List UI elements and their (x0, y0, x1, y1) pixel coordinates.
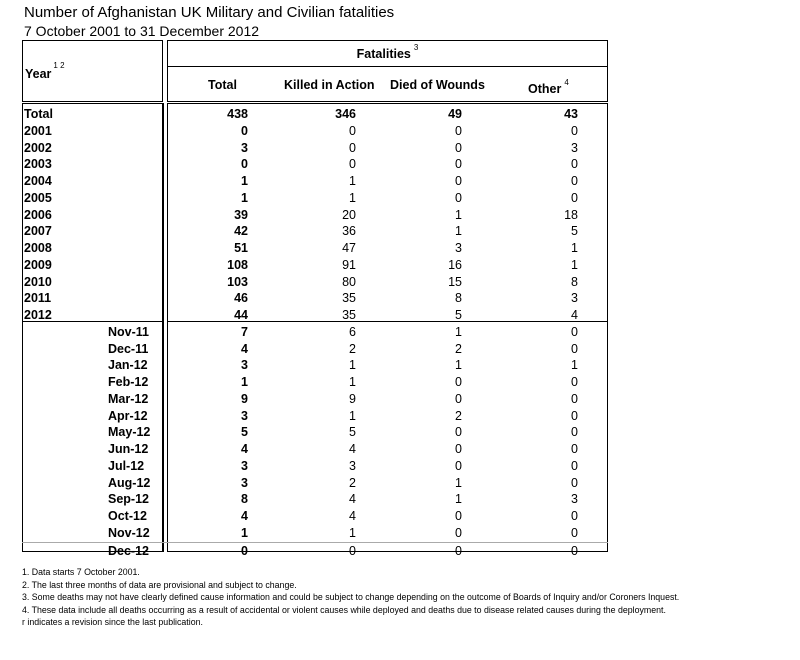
row-label: 2008 (24, 241, 52, 255)
table-row (22, 458, 608, 475)
died-of-wounds-cell: 5 (455, 308, 462, 322)
died-of-wounds-cell: 1 (455, 358, 462, 373)
other-cell: 0 (571, 543, 578, 558)
killed-in-action-cell: 36 (342, 224, 356, 239)
total-cell: 1 (241, 174, 248, 188)
table-row (22, 324, 608, 341)
other-cell: 8 (571, 274, 578, 289)
table-row (22, 341, 608, 358)
killed-in-action-cell: 2 (349, 341, 356, 356)
row-label: 2012 (24, 308, 52, 322)
total-cell: 1 (241, 190, 248, 205)
table-row (22, 257, 608, 274)
table-row (22, 173, 608, 190)
total-cell: 438 (227, 107, 248, 121)
killed-in-action-cell: 80 (342, 274, 356, 289)
other-cell: 1 (571, 358, 578, 373)
total-cell: 44 (234, 308, 248, 322)
died-of-wounds-cell: 0 (455, 425, 462, 440)
column-header-died-of-wounds: Died of Wounds (390, 78, 485, 92)
other-cell: 0 (571, 408, 578, 423)
table-row (22, 357, 608, 374)
other-cell: 0 (571, 391, 578, 406)
other-cell: 0 (571, 123, 578, 138)
killed-in-action-cell: 91 (342, 257, 356, 272)
table-row (22, 374, 608, 391)
other-cell: 5 (571, 224, 578, 239)
other-cell: 0 (571, 509, 578, 523)
total-cell: 4 (241, 341, 248, 356)
killed-in-action-cell: 1 (349, 358, 356, 373)
died-of-wounds-cell: 0 (455, 123, 462, 138)
column-header-killed-in-action: Killed in Action (284, 78, 375, 92)
total-cell: 5 (241, 425, 248, 440)
table-row (22, 207, 608, 224)
table-row (22, 475, 608, 492)
table-row (22, 190, 608, 207)
total-cell: 3 (241, 408, 248, 423)
died-of-wounds-cell: 2 (455, 341, 462, 356)
row-label: 2010 (24, 274, 52, 289)
other-cell: 18 (564, 207, 578, 222)
total-cell: 108 (227, 257, 248, 272)
row-label: 2009 (24, 257, 52, 272)
killed-in-action-cell: 1 (349, 525, 356, 540)
row-label: Jan-12 (108, 358, 148, 373)
table-rows (22, 106, 608, 559)
total-cell: 46 (234, 291, 248, 306)
died-of-wounds-cell: 0 (455, 375, 462, 389)
table-row (22, 240, 608, 257)
total-cell: 7 (241, 324, 248, 339)
died-of-wounds-cell: 2 (455, 408, 462, 423)
table-row (22, 391, 608, 408)
killed-in-action-cell: 4 (349, 509, 356, 523)
died-of-wounds-cell: 0 (455, 458, 462, 473)
table-row (22, 123, 608, 140)
total-cell: 3 (241, 140, 248, 155)
footnotes (22, 567, 792, 630)
total-cell: 9 (241, 391, 248, 406)
row-label: 2005 (24, 190, 52, 205)
row-label: 2003 (24, 157, 52, 172)
row-label: 2006 (24, 207, 52, 222)
fatalities-header: Fatalities $^3$ (356, 43, 419, 62)
died-of-wounds-cell: 1 (455, 224, 462, 239)
killed-in-action-cell: 4 (349, 442, 356, 456)
died-of-wounds-cell: 0 (455, 174, 462, 188)
row-label: 2011 (24, 291, 52, 306)
other-cell: 0 (571, 375, 578, 389)
row-label: 2002 (24, 140, 52, 155)
footnote-revision: r indicates a revision since the last publication. (22, 617, 203, 627)
row-label: Feb-12 (108, 375, 149, 389)
other-cell: 3 (571, 492, 578, 507)
total-cell: 0 (241, 543, 248, 558)
other-cell: 0 (571, 458, 578, 473)
column-header-total: Total (208, 78, 237, 92)
row-label: Nov-11 (108, 324, 149, 339)
killed-in-action-cell: 3 (349, 458, 356, 473)
year-footnote-ref: 1 2 (53, 61, 65, 70)
total-cell: 3 (241, 475, 248, 490)
total-cell: 3 (241, 358, 248, 373)
footnote-2: 2. The last three months of data are provisional and subject to change. (22, 579, 297, 590)
died-of-wounds-cell: 1 (455, 207, 462, 222)
table-row (22, 156, 608, 173)
row-label: Total (24, 107, 53, 121)
other-cell: 1 (571, 241, 578, 255)
total-cell: 51 (234, 241, 248, 255)
row-label: 2001 (24, 123, 52, 138)
killed-in-action-cell: 2 (349, 475, 356, 490)
killed-in-action-cell: 4 (349, 492, 356, 507)
died-of-wounds-cell: 0 (455, 190, 462, 205)
killed-in-action-cell: 20 (342, 207, 356, 222)
table-row (22, 424, 608, 441)
header-divider (168, 66, 607, 67)
year-header: Year$^{1 2}$ (25, 61, 65, 82)
died-of-wounds-cell: 1 (455, 475, 462, 490)
other-cell: 1 (571, 257, 578, 272)
killed-in-action-cell: 0 (349, 140, 356, 155)
killed-in-action-cell: 1 (349, 174, 356, 188)
other-cell: 0 (571, 324, 578, 339)
table-row (22, 508, 608, 525)
died-of-wounds-cell: 3 (455, 241, 462, 255)
other-cell: 3 (571, 291, 578, 306)
row-label: May-12 (108, 425, 151, 440)
died-of-wounds-cell: 16 (448, 257, 462, 272)
table-row (22, 140, 608, 157)
other-cell: 3 (571, 140, 578, 155)
table-row (22, 491, 608, 508)
total-cell: 0 (241, 157, 248, 172)
died-of-wounds-cell: 1 (455, 492, 462, 507)
died-of-wounds-cell: 0 (455, 140, 462, 155)
died-of-wounds-cell: 0 (455, 525, 462, 540)
other-cell: 43 (564, 107, 578, 121)
row-label: Dec-11 (108, 341, 149, 356)
died-of-wounds-cell: 15 (448, 274, 462, 289)
died-of-wounds-cell: 0 (455, 509, 462, 523)
row-label: Apr-12 (108, 408, 148, 423)
total-cell: 8 (241, 492, 248, 507)
total-cell: 1 (241, 525, 248, 540)
other-cell: 0 (571, 525, 578, 540)
row-label: Dec-12 (108, 543, 149, 558)
other-cell: 0 (571, 442, 578, 456)
page-title: Number of Afghanistan UK Military and Civilian fatalities (24, 4, 395, 21)
table-row (22, 223, 608, 240)
killed-in-action-cell: 346 (335, 107, 356, 121)
fatalities-footnote-ref: 3 (413, 43, 419, 52)
died-of-wounds-cell: 1 (455, 324, 462, 339)
other-cell: 0 (571, 190, 578, 205)
total-cell: 103 (227, 274, 248, 289)
row-label: Oct-12 (108, 509, 147, 523)
row-label: Aug-12 (108, 475, 151, 490)
table-row (22, 542, 608, 560)
page-subtitle: 7 October 2001 to 31 December 2012 (24, 23, 260, 39)
killed-in-action-cell: 1 (349, 408, 356, 423)
row-label: Sep-12 (108, 492, 149, 507)
other-cell: 0 (571, 341, 578, 356)
killed-in-action-cell: 5 (349, 425, 356, 440)
killed-in-action-cell: 47 (342, 241, 356, 255)
table-row (22, 441, 608, 458)
column-header-other: Other $^4$ (528, 78, 569, 97)
other-cell: 0 (571, 425, 578, 440)
footnote-1: 1. Data starts 7 October 2001. (22, 567, 140, 577)
killed-in-action-cell: 0 (349, 543, 356, 558)
total-cell: 4 (241, 442, 248, 456)
died-of-wounds-cell: 0 (455, 157, 462, 172)
other-cell: 0 (571, 157, 578, 172)
row-label: Mar-12 (108, 391, 149, 406)
died-of-wounds-cell: 8 (455, 291, 462, 306)
year-header-cell (22, 40, 163, 102)
other-footnote-ref: 4 (564, 78, 569, 87)
total-cell: 1 (241, 375, 248, 389)
table-row (22, 307, 608, 324)
row-label: Nov-12 (108, 525, 150, 540)
table-row (22, 290, 608, 307)
row-label: 2007 (24, 224, 52, 239)
total-cell: 42 (234, 224, 248, 239)
died-of-wounds-cell: 49 (448, 107, 462, 121)
footnote-3: 3. Some deaths may not have clearly defined cause information and could be subject to change depending on the outcome of Boards of Inquiry and/or Coroners Inquest. (22, 592, 680, 602)
row-label: Jun-12 (108, 442, 149, 456)
killed-in-action-cell: 9 (349, 391, 356, 406)
killed-in-action-cell: 1 (349, 190, 356, 205)
killed-in-action-cell: 0 (349, 123, 356, 138)
total-cell: 0 (241, 123, 248, 138)
total-cell: 39 (234, 207, 248, 222)
table-row (22, 106, 608, 123)
killed-in-action-cell: 6 (349, 324, 356, 339)
other-cell: 0 (571, 174, 578, 188)
total-cell: 4 (241, 509, 248, 523)
fatalities-header-cell (167, 40, 608, 102)
killed-in-action-cell: 1 (349, 375, 356, 389)
killed-in-action-cell: 35 (342, 291, 356, 306)
row-label: 2004 (24, 174, 52, 188)
died-of-wounds-cell: 0 (455, 442, 462, 456)
row-label: Jul-12 (108, 458, 145, 473)
died-of-wounds-cell: 0 (455, 391, 462, 406)
table-row (22, 408, 608, 425)
died-of-wounds-cell: 0 (455, 543, 462, 558)
footnote-4: 4. These data include all deaths occurring as a result of accidental or violent causes while deployed and deaths due to disease related causes during the deployment. (22, 604, 666, 615)
killed-in-action-cell: 0 (349, 157, 356, 172)
total-cell: 3 (241, 458, 248, 473)
table-row (22, 274, 608, 291)
killed-in-action-cell: 35 (342, 308, 356, 322)
other-cell: 4 (571, 308, 578, 322)
table-row (22, 525, 608, 542)
other-cell: 0 (571, 475, 578, 490)
